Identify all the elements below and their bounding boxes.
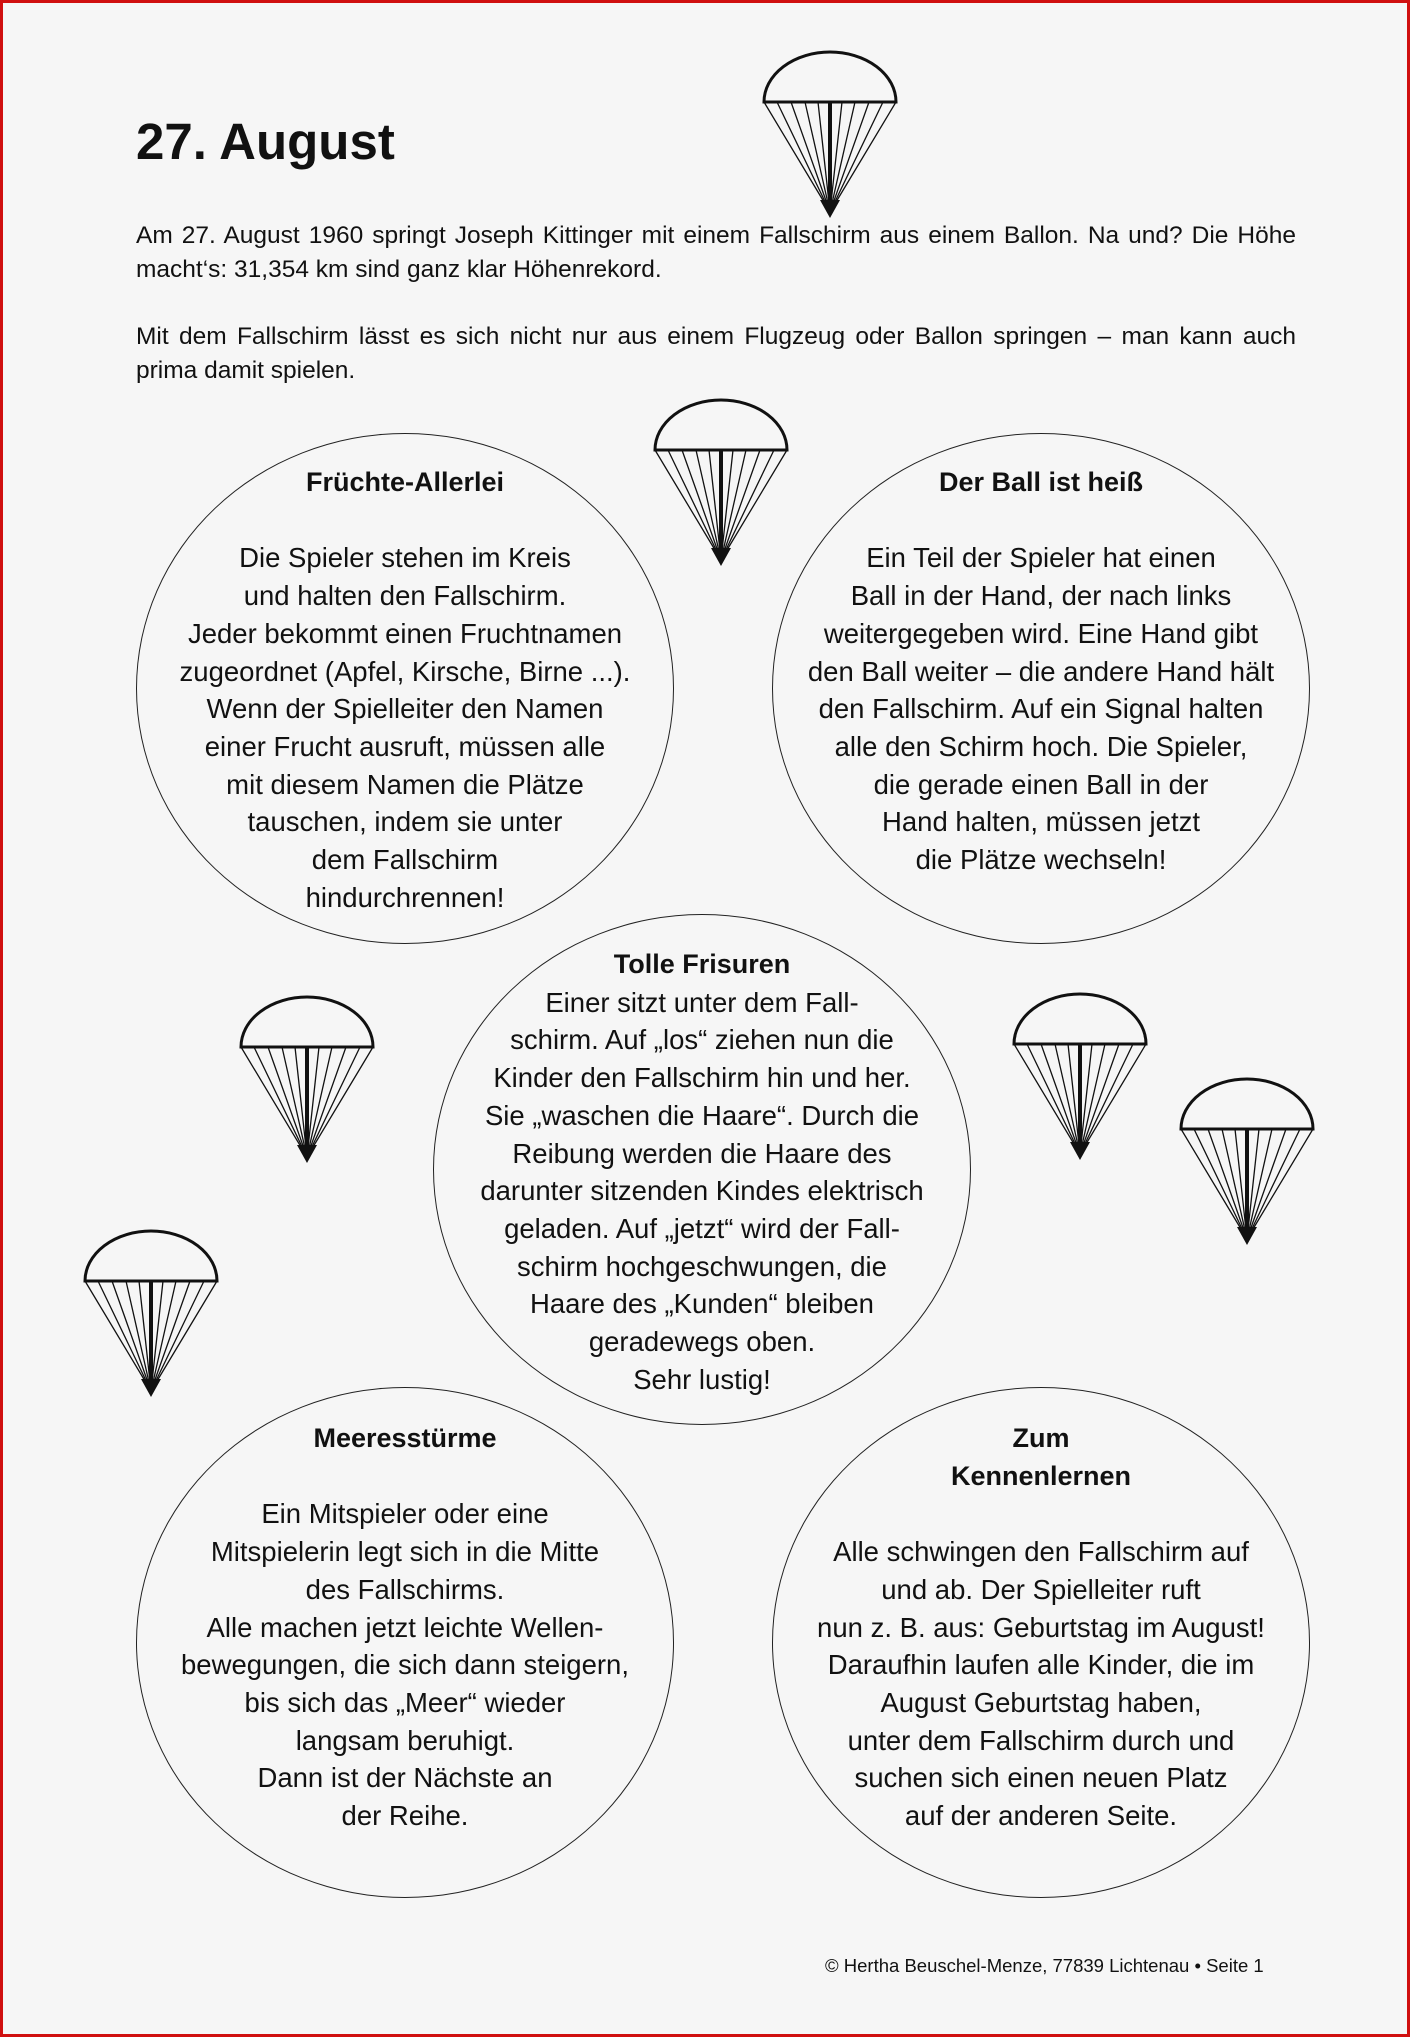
- parachute-icon: [1177, 1067, 1317, 1247]
- game-text-line: Mitspielerin legt sich in die Mitte: [210, 1536, 600, 1568]
- game-text-line: des Fallschirms.: [305, 1573, 505, 1605]
- game-text-line: weitergegeben wird. Eine Hand gibt: [823, 617, 1259, 649]
- footer-copyright: © Hertha Beuschel-Menze, 77839 Lichtenau • Seite 1: [825, 1955, 1264, 1976]
- game-text-line: Hand halten, müssen jetzt: [882, 806, 1200, 838]
- game-title-ball: Der Ball ist heiß: [938, 467, 1144, 497]
- game-text-line: die Plätze wechseln!: [915, 844, 1167, 876]
- game-text-line: die gerade einen Ball in der: [873, 768, 1209, 800]
- game-text-line: Ball in der Hand, der nach links: [850, 580, 1232, 612]
- parachute-icon: [651, 388, 791, 568]
- game-title-fruechte: Früchte-Allerlei: [305, 467, 505, 497]
- game-text-line: auf der anderen Seite.: [904, 1800, 1178, 1832]
- game-fruechte: [136, 464, 674, 916]
- intro-paragraph-1: Am 27. August 1960 springt Joseph Kittinger mit einem Fallschirm aus einem Ballon. Na und? Die Höhe macht‘s: 31,354 km sind ganz klar Höhenrekord.: [136, 222, 1296, 283]
- game-text-line: den Ball weiter – die andere Hand hält: [807, 655, 1275, 687]
- game-text-line: suchen sich einen neuen Platz: [854, 1762, 1228, 1794]
- game-text-line: Kinder den Fallschirm hin und her.: [493, 1062, 911, 1094]
- game-text-line: bewegungen, die sich dann steigern,: [181, 1649, 629, 1681]
- game-text-line: geradewegs oben.: [588, 1326, 816, 1358]
- game-title-frisuren: Tolle Frisuren: [613, 949, 791, 979]
- parachute-icon: [760, 40, 900, 220]
- game-text-line: Wenn der Spielleiter den Namen: [206, 693, 604, 725]
- game-text-line: Haare des „Kunden“ bleiben: [530, 1288, 874, 1320]
- game-text-line: Die Spieler stehen im Kreis: [239, 542, 571, 574]
- parachute-icon: [81, 1219, 221, 1399]
- game-text-line: der Reihe.: [341, 1800, 469, 1832]
- game-meer: [136, 1420, 674, 1835]
- game-text-line: Ein Teil der Spieler hat einen: [866, 542, 1216, 574]
- game-text-line: unter dem Fallschirm durch und: [847, 1724, 1235, 1756]
- game-text-line: dem Fallschirm: [311, 844, 499, 876]
- game-text-line: Daraufhin laufen alle Kinder, die im: [827, 1649, 1255, 1681]
- game-text-line: Sie „waschen die Haare“. Durch die: [484, 1099, 920, 1131]
- game-text-line: Alle schwingen den Fallschirm auf: [833, 1536, 1249, 1568]
- parachute-icon: [1010, 982, 1150, 1162]
- game-text-line: Dann ist der Nächste an: [257, 1762, 553, 1794]
- game-text-line: Reibung werden die Haare des: [512, 1137, 892, 1169]
- game-text-line: Jeder bekommt einen Fruchtnamen: [187, 617, 623, 649]
- game-title-kennen-2: Kennenlernen: [950, 1460, 1132, 1491]
- game-text-line: bis sich das „Meer“ wieder: [244, 1686, 566, 1718]
- game-text-line: langsam beruhigt.: [295, 1724, 515, 1756]
- game-text-line: Ein Mitspieler oder eine: [261, 1498, 549, 1530]
- game-ball: [772, 464, 1310, 879]
- game-text-line: nun z. B. aus: Geburtstag im August!: [817, 1611, 1265, 1643]
- game-text-line: Sehr lustig!: [633, 1363, 771, 1395]
- game-text-line: und ab. Der Spielleiter ruft: [881, 1573, 1201, 1605]
- page-title: 27. August: [136, 113, 395, 170]
- game-kennen: [772, 1420, 1310, 1835]
- game-title-meer: Meeresstürme: [313, 1423, 497, 1453]
- game-text-line: darunter sitzenden Kindes elektrisch: [480, 1175, 924, 1207]
- game-frisuren: [433, 946, 971, 1398]
- game-text-line: mit diesem Namen die Plätze: [226, 768, 584, 800]
- game-text-line: Alle machen jetzt leichte Wellen-: [206, 1611, 604, 1643]
- game-text-line: und halten den Fallschirm.: [243, 580, 567, 612]
- intro-paragraph-2: Mit dem Fallschirm lässt es sich nicht nur aus einem Flugzeug oder Ballon springen – man kann auch prima damit spielen.: [136, 323, 1296, 384]
- game-text-line: alle den Schirm hoch. Die Spieler,: [834, 730, 1248, 762]
- game-text-line: den Fallschirm. Auf ein Signal halten: [818, 693, 1264, 725]
- game-text-line: geladen. Auf „jetzt“ wird der Fall-: [504, 1212, 900, 1244]
- game-text-line: Einer sitzt unter dem Fall-: [545, 986, 859, 1018]
- game-text-line: tauschen, indem sie unter: [247, 806, 563, 838]
- game-text-line: schirm hochgeschwungen, die: [517, 1250, 887, 1282]
- game-text-line: hindurchrennen!: [305, 881, 505, 913]
- game-title-kennen-1: Zum: [1012, 1423, 1070, 1453]
- game-text-line: August Geburtstag haben,: [880, 1686, 1202, 1718]
- parachute-icon: [237, 985, 377, 1165]
- game-text-line: zugeordnet (Apfel, Kirsche, Birne ...).: [179, 655, 631, 687]
- game-text-line: schirm. Auf „los“ ziehen nun die: [510, 1024, 894, 1056]
- game-text-line: einer Frucht ausruft, müssen alle: [204, 730, 606, 762]
